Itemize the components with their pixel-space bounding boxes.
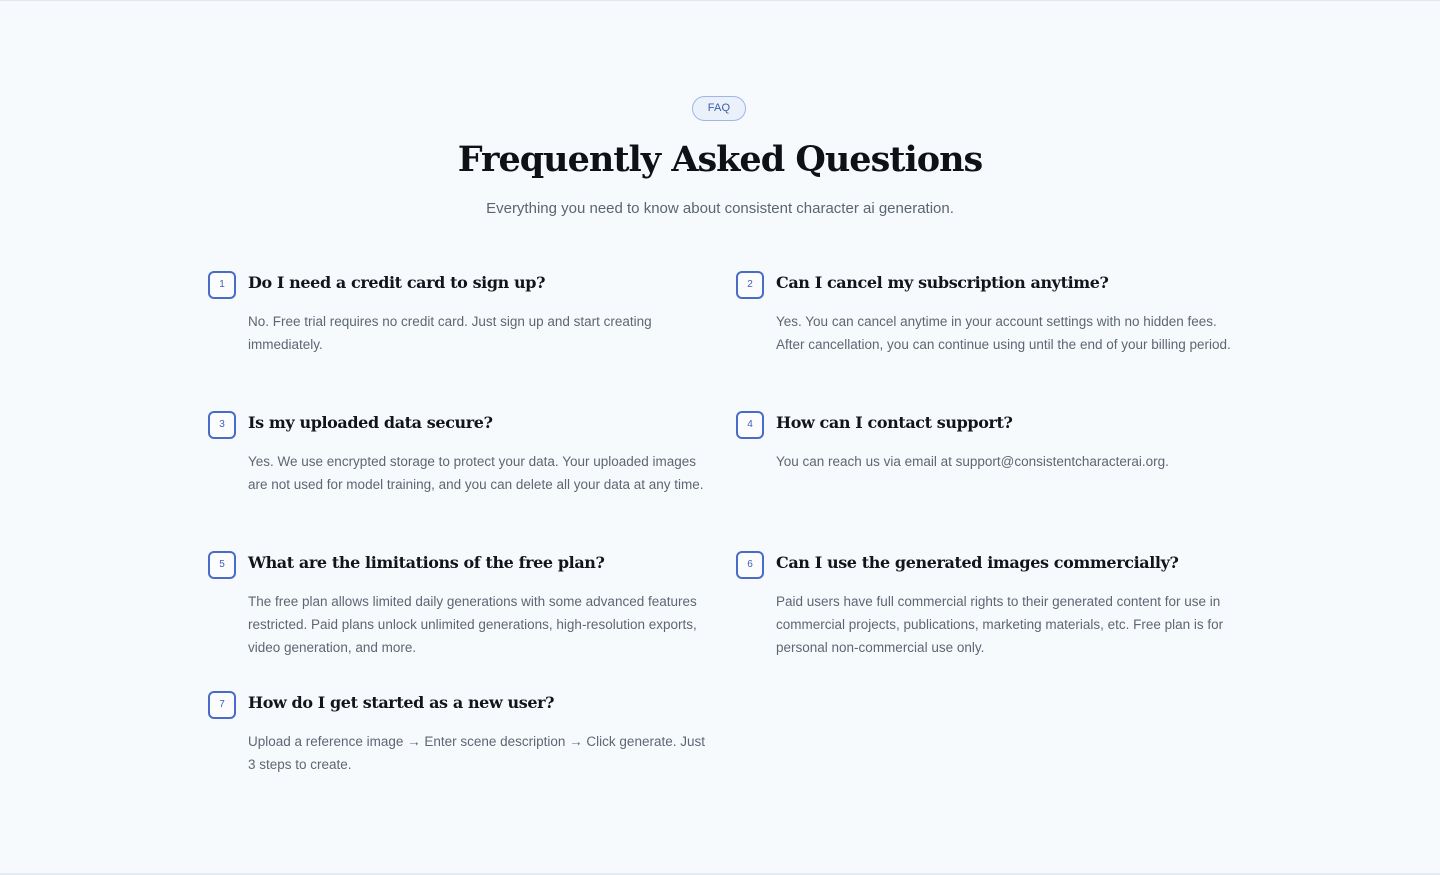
faq-question: Can I cancel my subscription anytime? xyxy=(776,273,1109,292)
faq-question: How can I contact support? xyxy=(776,413,1013,432)
faq-answer: Upload a reference image → Enter scene description → Click generate. Just 3 steps to create. xyxy=(248,734,705,772)
faq-question: What are the limitations of the free plan? xyxy=(248,553,605,572)
faq-number-badge: 4 xyxy=(736,411,764,439)
faq-number-badge: 5 xyxy=(208,551,236,579)
faq-question: Is my uploaded data secure? xyxy=(248,413,493,432)
faq-question: Can I use the generated images commercially? xyxy=(776,553,1179,572)
faq-question: Do I need a credit card to sign up? xyxy=(248,273,546,292)
faq-number-badge: 2 xyxy=(736,271,764,299)
faq-answer: Yes. You can cancel anytime in your account settings with no hidden fees. After cancellation, you can continue using until the end of your billing period. xyxy=(776,314,1231,352)
faq-number-badge: 7 xyxy=(208,691,236,719)
faq-question: How do I get started as a new user? xyxy=(248,693,555,712)
faq-answer: The free plan allows limited daily generations with some advanced features restricted. Paid plans unlock unlimited generations, high-resolution exports, video generation, and more. xyxy=(248,594,697,655)
faq-answer: Yes. We use encrypted storage to protect your data. Your uploaded images are not used for model training, and you can delete all your data at any time. xyxy=(248,454,704,492)
faq-number-badge: 1 xyxy=(208,271,236,299)
faq-answer: No. Free trial requires no credit card. Just sign up and start creating immediately. xyxy=(248,314,652,352)
faq-title: Frequently Asked Questions xyxy=(457,139,983,180)
faq-number-badge: 3 xyxy=(208,411,236,439)
faq-answer: You can reach us via email at support@consistentcharacterai.org. xyxy=(776,454,1169,469)
faq-answer: Paid users have full commercial rights to their generated content for use in commercial projects, publications, marketing materials, etc. Free plan is for personal non-commercial use only. xyxy=(776,594,1224,655)
faq-number-badge: 6 xyxy=(736,551,764,579)
faq-subtitle: Everything you need to know about consistent character ai generation. xyxy=(486,200,954,217)
faq-badge: FAQ xyxy=(692,96,746,121)
